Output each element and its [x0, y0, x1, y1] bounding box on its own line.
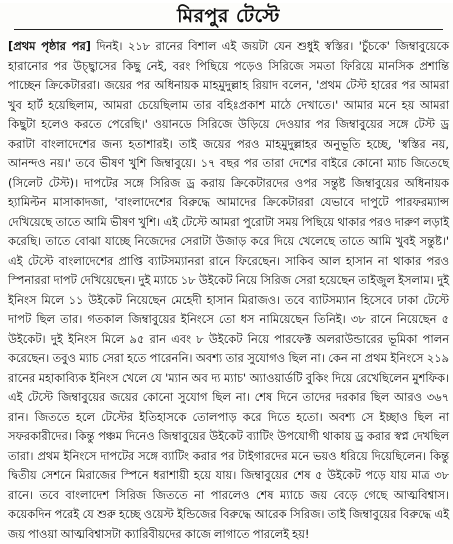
newspaper-clipping	[0, 3, 453, 540]
continuation-dateline: [প্রথম পৃষ্ঠার পর]	[8, 39, 91, 53]
headline-rule	[14, 29, 443, 30]
headline-band	[8, 3, 449, 33]
article-headline: মিরপুর টেস্টে	[169, 3, 288, 29]
article-body-text: দিনই। ২১৮ রানের বিশাল এই জয়টা যেন শুধুই স্বস্তির। 'চুঁচকে' জিম্বাবুয়েকে হারানোর পর উচ্ছ্বাসের কিছু নেই, বরং পিছিয়ে পড়েও সিরিজে সমতা ফিরিয়ে মানসিক প্রশান্তি পাচ্ছেন ক্রিকেটাররা। জয়ের পর অধিনায়ক মাহমুদুল্লাহ রিয়াদ বলেন, 'প্রথম টেস্ট হারের পর আমরা খুব হার্ট হয়েছিলাম, আমরা চেয়েছিলাম তার বহিঃপ্রকাশ মাঠে দেখাতে।' আমার মনে হয় আমরা কিছুটা হলেও করতে পেরেছি।' ওয়ানডে সিরিজে উড়িয়ে দেওয়ার পর জিম্বাবুয়ের সঙ্গে টেস্ট ড্র করাটা বাংলাদেশের জন্য হতাশারই। তাই জয়ের পরও মাহমুদুল্লাহর অনুভূতি হচ্ছে, 'স্বস্তির নয়, আনন্দও নয়।' তবে ভীষণ খুশি জিম্বাবুয়ে। ১৭ বছর পর তারা দেশের বাইরে কোনো ম্যাচ জিতেছে (সিলেট টেস্ট)। দাপটের সঙ্গে সিরিজ ড্র করায় ক্রিকেটারদের ওপর সন্তুষ্ট জিম্বাবুয়ের অধিনায়ক হ্যামিল্টন মাসাকাদজা, 'বাংলাদেশের বিরুদ্ধে আমাদের ক্রিকেটাররা যেভাবে দাপুটে পারফরম্যান্স দেখিয়েছে তাতে আমি ভীষণ খুশি। এই টেস্টে আমরা পুরোটা সময় পিছিয়ে থাকার পরও দারুণ লড়াই করেছি। তাতে বোঝা যাচ্ছে নিজেদের সেরাটা উজাড় করে দিয়ে খেলেছে তাতে আমি খুবই সন্তুষ্ট।' এই টেস্টে বাংলাদেশের প্রাপ্তি ব্যাটসম্যানরা রানে ফিরেছেন। সাকিব আল হাসান না থাকার পরও স্পিনাররা দাপট দেখিয়েছেন। দুই ম্যাচে ১৮ উইকেট নিয়ে সিরিজ সেরা হয়েছেন তাইজুল ইসলাম। দুই ইনিংস মিলে ১১ উইকেট নিয়েছেন মেহেদী হাসান মিরাজও। তবে ব্যাটসম্যান হিসেবে ঢাকা টেস্টে দাপট ছিল তার। গতকাল জিম্বাবুয়ের ইনিংসে তো ধস নামিয়েছেন তিনিই। ৩৮ রানে নিয়েছেন ৫ উইকেট। দুই ইনিংস মিলে ৯৫ রান এবং ৮ উইকেট নিয়ে পারফেক্ট অলরাউন্ডারের ভূমিকা পালন করেছেন। তবুও ম্যাচ সেরা হতে পারেননি। অবশ্য তার সুযোগও ছিল না। কেন না প্রথম ইনিংসে ২১৯ রানের মহাকাব্যিক ইনিংস খেলে যে 'ম্যান অব দ্য ম্যাচ' অ্যাওয়ার্ডটি বুকিং দিয়ে রেখেছিলেন মুশফিক। এই টেস্টে জিম্বাবুয়ের জয়ের কোনো সুযোগ ছিল না। শেষ দিনে তাদের দরকার ছিল আরও ৩৬৭ রান। জিততে হলে টেস্টের ইতিহাসকে তোলপাড় করে দিতে হতো। অবশ্য সে ইচ্ছাও ছিল না সফরকারীদের। কিন্তু পঞ্চম দিনেও জিম্বাবুয়ের উইকেট ব্যাটিং উপযোগী থাকায় ড্র করার স্বপ্ন দেখছিল তারা। প্রথম ইনিংসে দাপটের সঙ্গে ব্যাটিং করার পর টাইগারদের মনে ভয়ও ধরিয়ে দিয়েছিলেন। কিন্তু দ্বিতীয় সেশনে মিরাজের স্পিনে ধরাশায়ী হয়ে যায়। জিম্বাবুয়ের শেষ ৫ উইকেট পড়ে যায় মাত্র ৩৮ রানে। তবে বাংলাদেশ সিরিজ জিততে না পারলেও শেষ ম্যাচে জয় বেড়ে গেছে আত্মবিশ্বাস। কয়েকদিন পরেই যে শুরু হচ্ছে ওয়েস্ট ইন্ডিজের বিরুদ্ধে আরেক সিরিজ। তাই জিম্বাবুয়ের বিরুদ্ধে এই জয় পাওয়া আত্মবিশ্বাসটা ক্যারিবীয়দের কাজে লাগাতে পারলেই হয়!	[8, 39, 449, 541]
article-body	[8, 37, 449, 544]
